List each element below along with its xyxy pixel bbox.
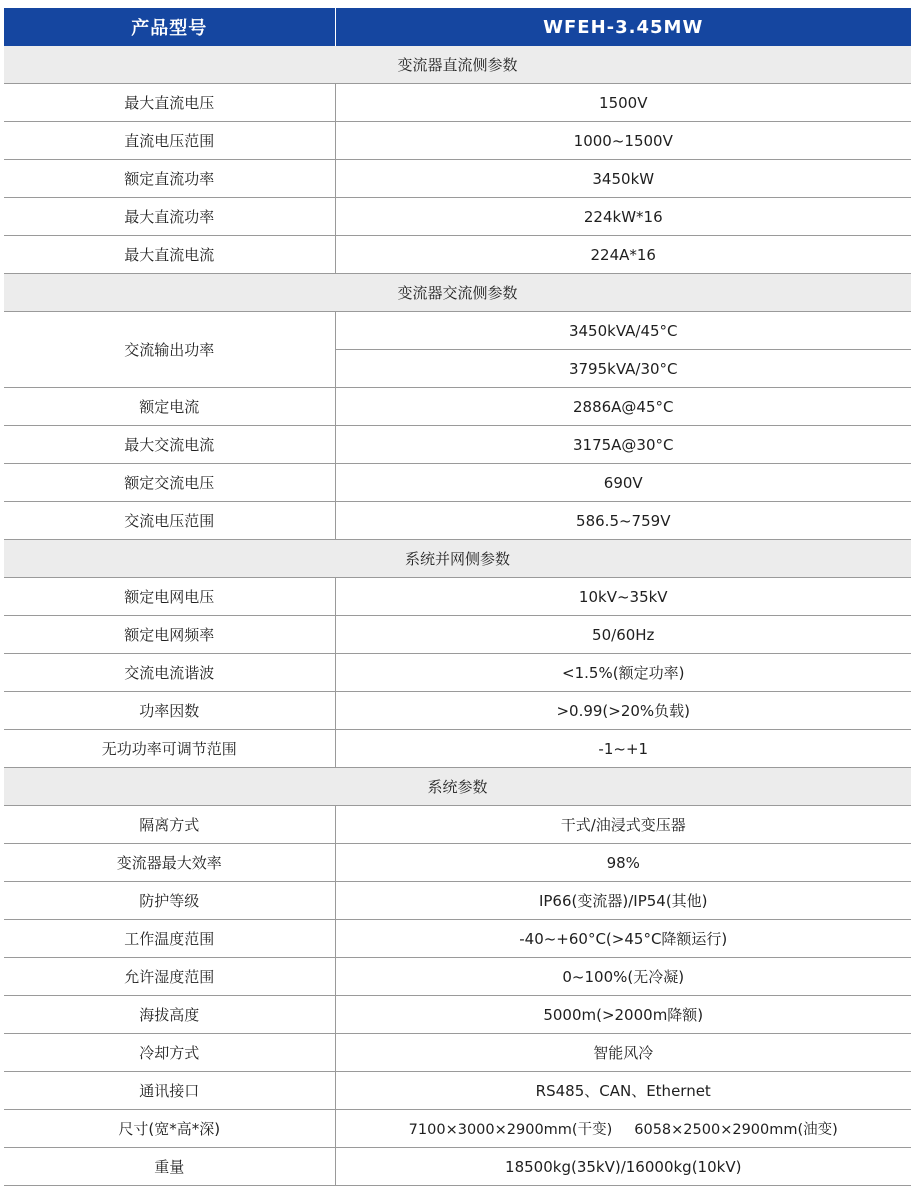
spec-table xyxy=(4,8,911,1186)
section-system-header xyxy=(4,768,911,806)
dimensions-oil: 6058×2500×2900mm(油变) xyxy=(634,1122,838,1138)
row-value: 50/60Hz xyxy=(335,616,911,654)
row-label: 最大直流电压 xyxy=(4,84,335,122)
table-row xyxy=(4,616,911,654)
section-ac-header xyxy=(4,274,911,312)
row-label: 变流器最大效率 xyxy=(4,844,335,882)
table-row xyxy=(4,388,911,426)
table-row xyxy=(4,1110,911,1148)
table-row xyxy=(4,882,911,920)
row-label: 交流电压范围 xyxy=(4,502,335,540)
table-row xyxy=(4,426,911,464)
row-value: 3450kVA/45°C xyxy=(335,312,911,350)
row-label: 最大直流电流 xyxy=(4,236,335,274)
row-label: 工作温度范围 xyxy=(4,920,335,958)
table-row xyxy=(4,84,911,122)
row-label: 重量 xyxy=(4,1148,335,1186)
table-row xyxy=(4,578,911,616)
table-row xyxy=(4,1148,911,1186)
row-value: 1000~1500V xyxy=(335,122,911,160)
row-value: 干式/油浸式变压器 xyxy=(335,806,911,844)
row-value: 5000m(>2000m降额) xyxy=(335,996,911,1034)
row-label: 防护等级 xyxy=(4,882,335,920)
table-header-row xyxy=(4,8,911,46)
table-row xyxy=(4,502,911,540)
row-label: 海拔高度 xyxy=(4,996,335,1034)
table-row xyxy=(4,654,911,692)
table-row xyxy=(4,122,911,160)
section-title: 系统并网侧参数 xyxy=(4,540,911,578)
row-value: 1500V xyxy=(335,84,911,122)
section-title: 变流器直流侧参数 xyxy=(4,46,911,84)
table-row xyxy=(4,160,911,198)
row-value: 690V xyxy=(335,464,911,502)
row-label: 冷却方式 xyxy=(4,1034,335,1072)
table-row xyxy=(4,920,911,958)
row-label: 交流电流谐波 xyxy=(4,654,335,692)
section-title: 变流器交流侧参数 xyxy=(4,274,911,312)
table-row xyxy=(4,1034,911,1072)
row-value: -1~+1 xyxy=(335,730,911,768)
dimensions-dry: 7100×3000×2900mm(干变) xyxy=(408,1122,613,1138)
table-row xyxy=(4,236,911,274)
row-label: 额定交流电压 xyxy=(4,464,335,502)
row-value: 224kW*16 xyxy=(335,198,911,236)
row-label: 尺寸(宽*高*深) xyxy=(4,1110,335,1148)
header-model-label: 产品型号 xyxy=(4,8,335,46)
row-value: >0.99(>20%负载) xyxy=(335,692,911,730)
row-label: 额定电流 xyxy=(4,388,335,426)
row-label: 额定电网频率 xyxy=(4,616,335,654)
section-title: 系统参数 xyxy=(4,768,911,806)
row-value: 10kV~35kV xyxy=(335,578,911,616)
row-value: 0~100%(无冷凝) xyxy=(335,958,911,996)
table-row xyxy=(4,958,911,996)
section-dc-header xyxy=(4,46,911,84)
row-label: 允许湿度范围 xyxy=(4,958,335,996)
table-row xyxy=(4,730,911,768)
row-value: 2886A@45°C xyxy=(335,388,911,426)
row-label: 最大交流电流 xyxy=(4,426,335,464)
row-value: IP66(变流器)/IP54(其他) xyxy=(335,882,911,920)
row-label: 最大直流功率 xyxy=(4,198,335,236)
header-model-value: WFEH-3.45MW xyxy=(335,8,911,46)
row-label: 隔离方式 xyxy=(4,806,335,844)
table-row xyxy=(4,806,911,844)
row-value-dimensions xyxy=(335,1110,911,1148)
row-label: 额定直流功率 xyxy=(4,160,335,198)
table-row xyxy=(4,996,911,1034)
row-value: 3450kW xyxy=(335,160,911,198)
row-value: 3795kVA/30°C xyxy=(335,350,911,388)
row-label: 额定电网电压 xyxy=(4,578,335,616)
row-value: 98% xyxy=(335,844,911,882)
row-label: 交流输出功率 xyxy=(4,312,335,388)
table-row xyxy=(4,198,911,236)
row-value: <1.5%(额定功率) xyxy=(335,654,911,692)
table-row xyxy=(4,312,911,350)
row-value: 18500kg(35kV)/16000kg(10kV) xyxy=(335,1148,911,1186)
section-grid-header xyxy=(4,540,911,578)
table-row xyxy=(4,844,911,882)
table-row xyxy=(4,692,911,730)
table-row xyxy=(4,1072,911,1110)
row-value: 224A*16 xyxy=(335,236,911,274)
row-value: 3175A@30°C xyxy=(335,426,911,464)
row-value: 586.5~759V xyxy=(335,502,911,540)
row-label: 直流电压范围 xyxy=(4,122,335,160)
row-value: -40~+60°C(>45°C降额运行) xyxy=(335,920,911,958)
row-label: 通讯接口 xyxy=(4,1072,335,1110)
table-row xyxy=(4,464,911,502)
row-label: 功率因数 xyxy=(4,692,335,730)
row-value: RS485、CAN、Ethernet xyxy=(335,1072,911,1110)
row-value: 智能风冷 xyxy=(335,1034,911,1072)
row-label: 无功功率可调节范围 xyxy=(4,730,335,768)
